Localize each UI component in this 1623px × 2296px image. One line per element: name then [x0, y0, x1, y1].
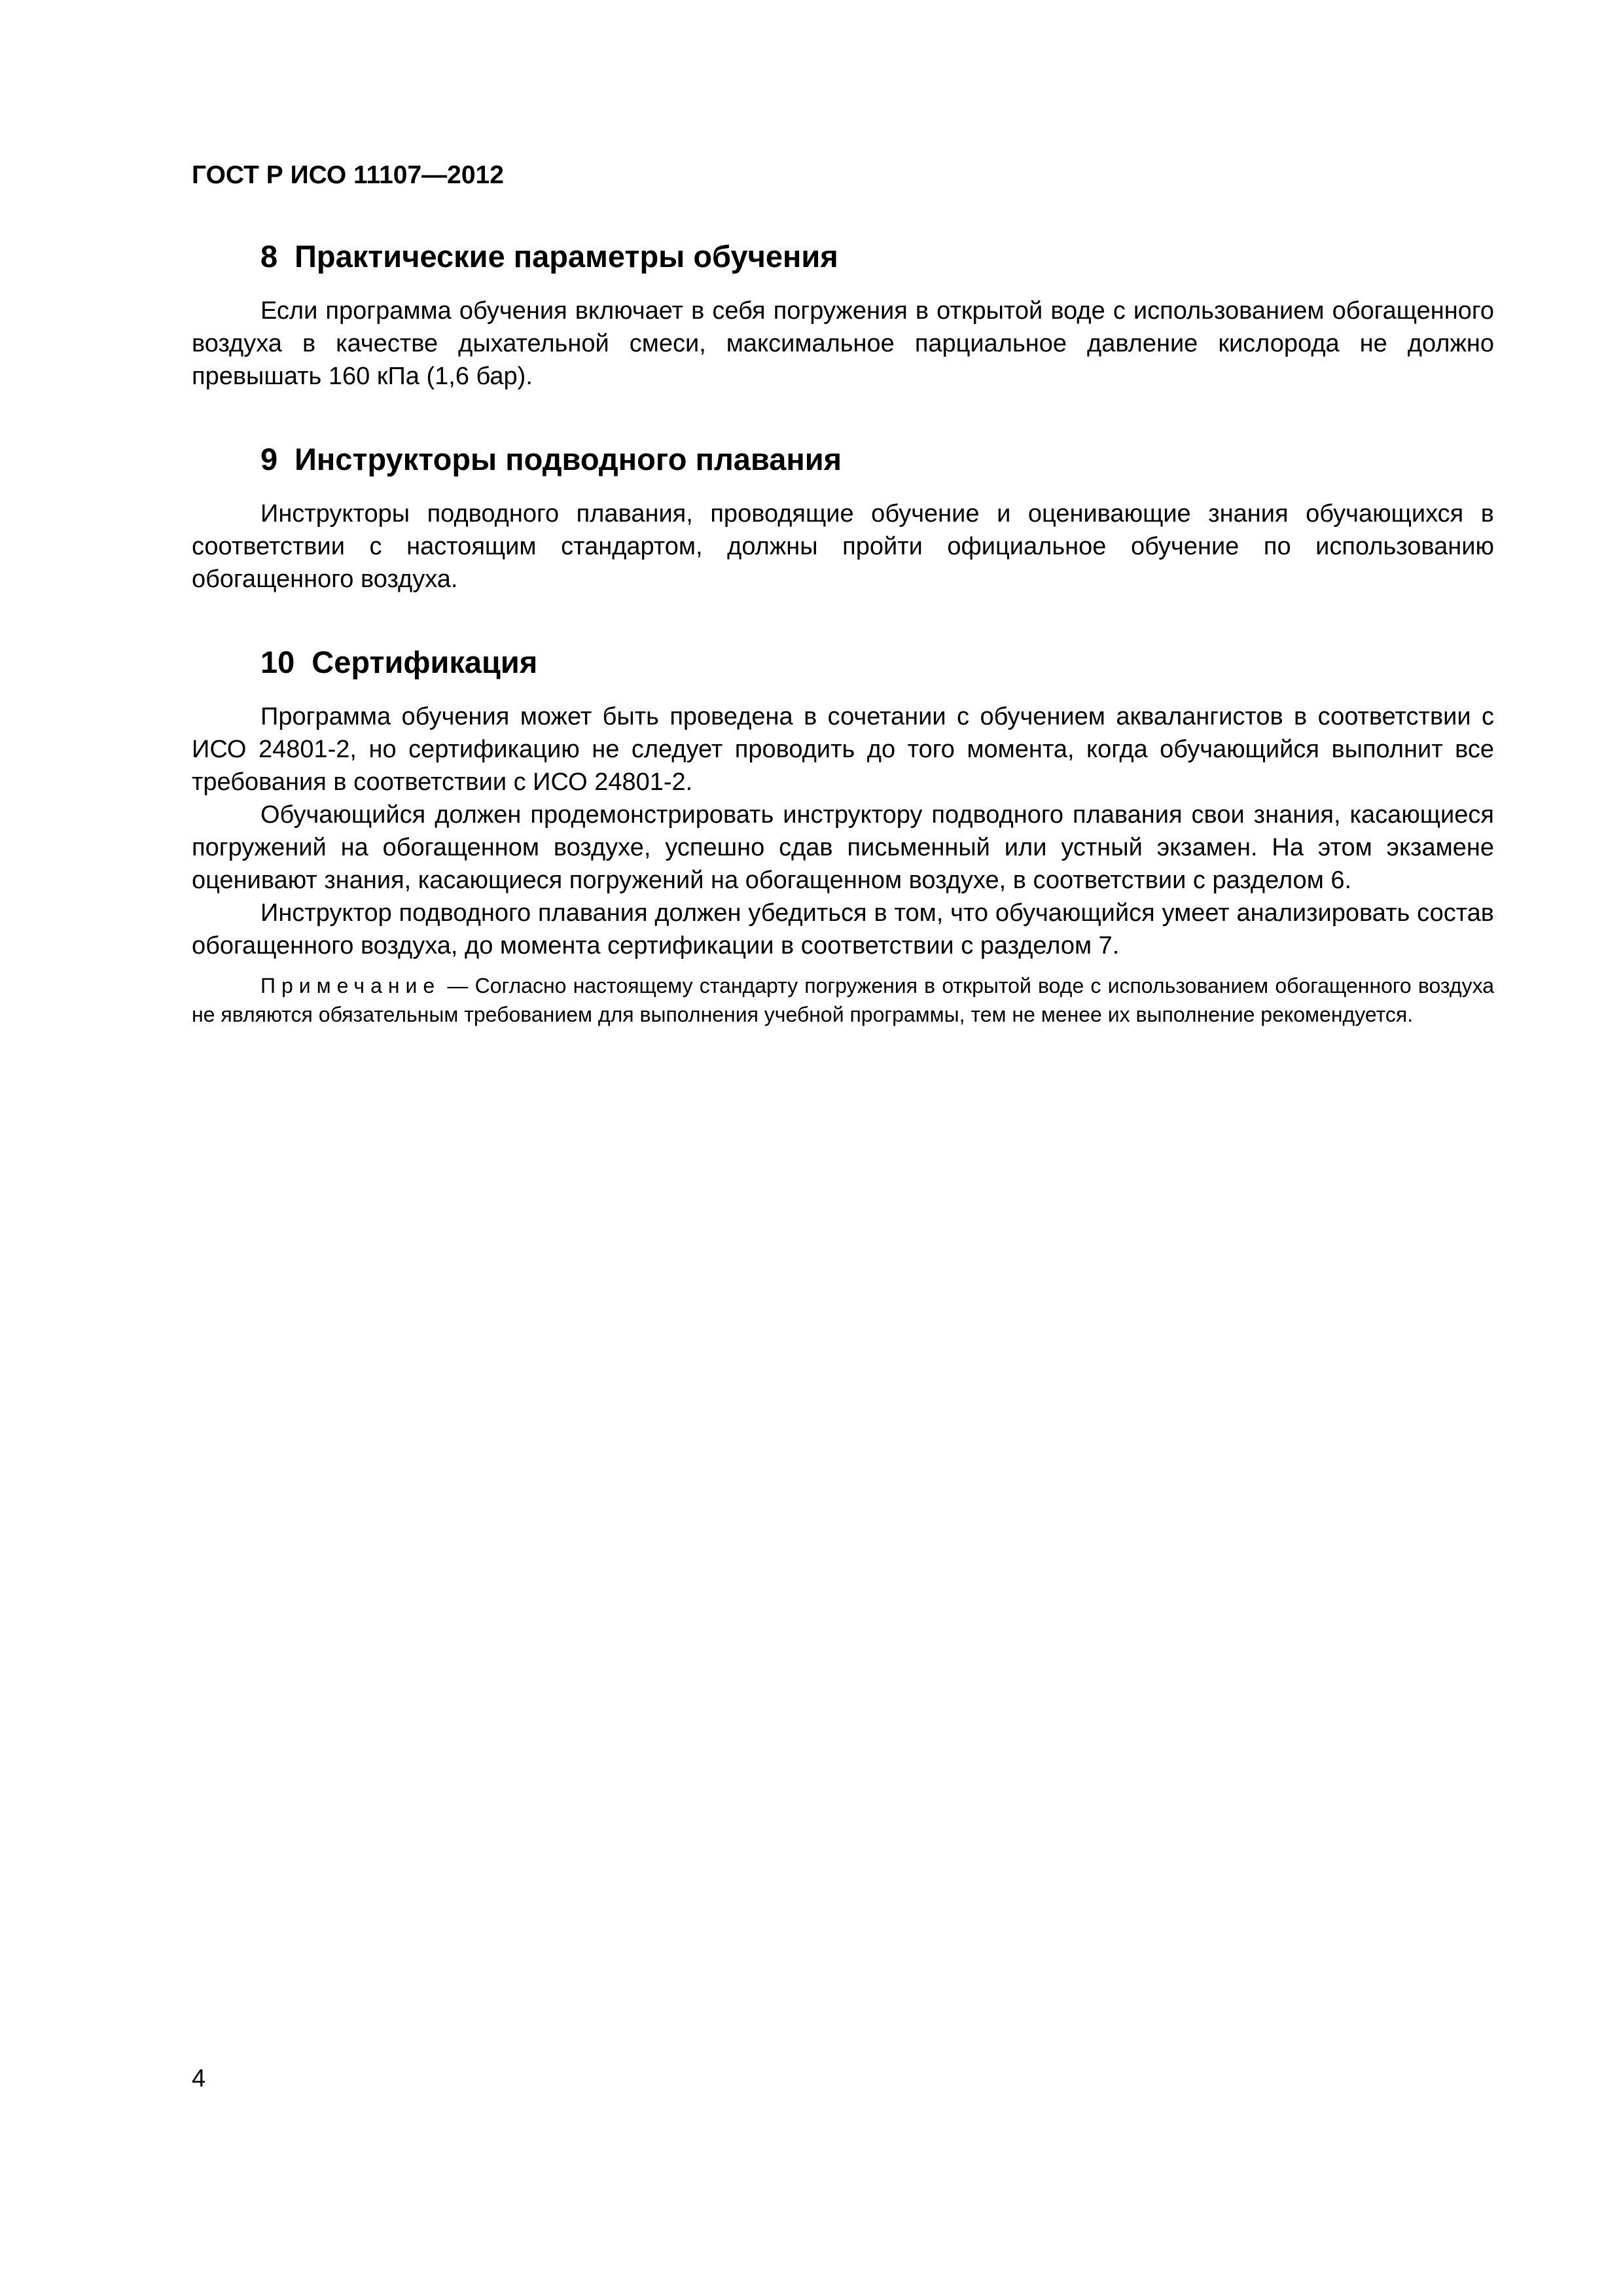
note — [192, 971, 1494, 1029]
note-label: Примечание — [260, 974, 441, 997]
paragraph: Обучающийся должен продемонстрировать инструктору подводного плавания свои знания, касающиеся погружений на обогащенном воздухе, успешно сдав письменный или устный экзамен. На этом экзамене оценивают знания, касающиеся погружений на обогащенном воздухе, в соответствии с разделом 6. — [192, 801, 1494, 894]
section-heading — [192, 236, 1494, 278]
section-number: 10 — [260, 645, 295, 679]
section-10 — [192, 641, 1494, 1029]
standard-designation: ГОСТ Р ИСО 11107—2012 — [192, 161, 504, 189]
paragraph: Программа обучения может быть проведена в сочетании с обучением аквалангистов в соответствии с ИСО 24801-2, но сертификацию не следует проводить до того момента, когда обучающийся выполнит все требования в соответствии с ИСО 24801-2. — [192, 703, 1494, 796]
note-text: Согласно настоящему стандарту погружения в открытой воде с использованием обогащенного воздуха не являются обязательным требованием для выполнения учебной программы, тем не менее их выполнение рекомендуется. — [192, 974, 1495, 1026]
page-number: 4 — [192, 2065, 206, 2092]
section-8 — [192, 236, 1494, 393]
section-title: Сертификация — [312, 645, 538, 679]
section-number: 9 — [260, 442, 278, 476]
section-9 — [192, 439, 1494, 596]
note-dash: — — [440, 974, 475, 997]
section-heading — [192, 439, 1494, 480]
section-number: 8 — [260, 239, 278, 274]
page-content — [192, 236, 1494, 1029]
section-heading — [192, 641, 1494, 683]
paragraph: Если программа обучения включает в себя погружения в открытой воде с использованием обогащенного воздуха в качестве дыхательной смеси, максимальное парциальное давление кислорода не должно превышать 160 кПа (1,6 бар). — [192, 297, 1494, 390]
paragraph: Инструктор подводного плавания должен убедиться в том, что обучающийся умеет анализировать состав обогащенного воздуха, до момента сертификации в соответствии с разделом 7. — [192, 899, 1494, 960]
section-title: Практические параметры обучения — [294, 239, 838, 274]
section-title: Инструкторы подводного плавания — [294, 442, 842, 476]
paragraph: Инструкторы подводного плавания, проводящие обучение и оценивающие знания обучающихся в соответствии с настоящим стандартом, должны пройти официальное обучение по использованию обогащенного воздуха. — [192, 500, 1494, 593]
